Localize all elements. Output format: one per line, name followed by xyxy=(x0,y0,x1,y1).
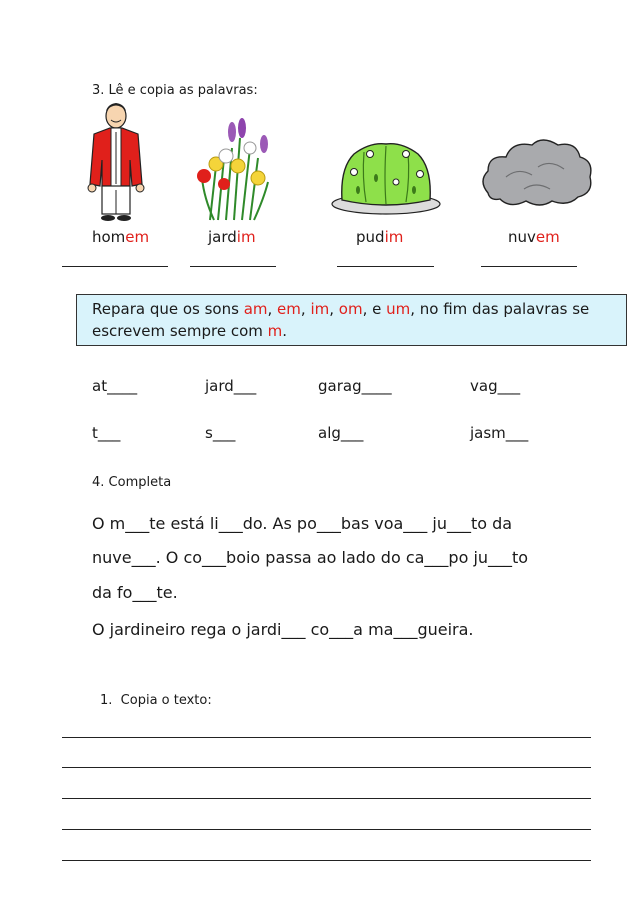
word-jardim: jardim xyxy=(208,228,256,246)
fill-item-garag[interactable]: garag____ xyxy=(318,377,392,395)
section-4-heading: 4. Completa xyxy=(92,475,172,490)
word-pudim: pudim xyxy=(356,228,404,246)
writing-line[interactable] xyxy=(62,737,591,738)
fill-item-vag[interactable]: vag___ xyxy=(470,377,521,395)
copy-line-homem[interactable] xyxy=(62,266,168,267)
note-line-1: Repara que os sons am, em, im, om, e um, no fim das palavras se xyxy=(92,300,590,318)
writing-line[interactable] xyxy=(62,829,591,830)
completa-line-3[interactable]: da fo___te. xyxy=(92,583,178,602)
fill-item-t[interactable]: t___ xyxy=(92,424,121,442)
writing-line[interactable] xyxy=(62,767,591,768)
writing-line[interactable] xyxy=(62,860,591,861)
copy-text-heading xyxy=(100,693,212,708)
jelly-pudding-picture xyxy=(330,138,442,218)
completa-line-2[interactable]: nuve___. O co___boio passa ao lado do ca___po ju___to xyxy=(92,548,529,567)
man-figure-picture xyxy=(80,98,152,226)
copy-line-pudim[interactable] xyxy=(337,266,434,267)
fill-item-s[interactable]: s___ xyxy=(205,424,236,442)
word-nuvem: nuvem xyxy=(508,228,560,246)
cloud-picture xyxy=(478,137,594,209)
section-3-heading: 3. Lê e copia as palavras: xyxy=(92,83,258,98)
completa-line-4[interactable]: O jardineiro rega o jardi___ co___a ma___gueira. xyxy=(92,620,474,639)
fill-item-at[interactable]: at____ xyxy=(92,377,138,395)
word-homem: homem xyxy=(92,228,150,246)
note-line-2: escrevem sempre com m. xyxy=(92,322,288,340)
fill-item-jasm[interactable]: jasm___ xyxy=(470,424,529,442)
fill-item-jard[interactable]: jard___ xyxy=(205,377,257,395)
fill-item-alg[interactable]: alg___ xyxy=(318,424,364,442)
copy-number: 1. xyxy=(100,693,113,708)
completa-line-1[interactable]: O m___te está li___do. As po___bas voa___ ju___to da xyxy=(92,514,513,533)
copy-label: Copia o texto: xyxy=(120,693,212,708)
copy-line-nuvem[interactable] xyxy=(481,266,577,267)
flowers-picture xyxy=(194,118,274,222)
copy-line-jardim[interactable] xyxy=(190,266,276,267)
writing-line[interactable] xyxy=(62,798,591,799)
